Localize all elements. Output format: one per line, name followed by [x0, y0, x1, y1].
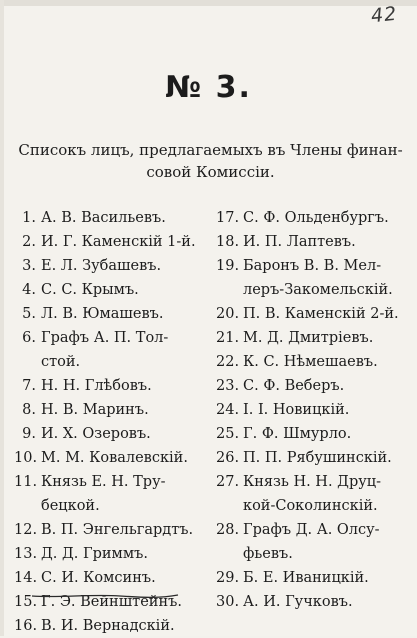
- list-item: [216, 254, 412, 278]
- list-item-number: 14.: [14, 570, 38, 586]
- document-heading: [16, 139, 405, 183]
- list-item-name: Д. Д. Гриммъ.: [41, 546, 148, 562]
- list-item-name: П. П. Рябушинскій.: [243, 450, 392, 466]
- list-item: [216, 422, 412, 446]
- list-item: [14, 398, 209, 422]
- member-list-right: [216, 206, 412, 614]
- scan-edge-top: [0, 0, 417, 6]
- list-item-number: 29.: [216, 570, 240, 586]
- list-item-name: В. И. Вернадскій.: [41, 618, 175, 634]
- list-item-number: 6.: [22, 330, 36, 346]
- list-item-name: И. Х. Озеровъ.: [41, 426, 151, 442]
- list-item-number: 9.: [22, 426, 36, 442]
- list-item: [14, 374, 209, 398]
- list-item-number: 5.: [22, 306, 36, 322]
- list-item: [216, 566, 412, 590]
- list-item-number: 30.: [216, 594, 240, 610]
- list-item-number: 3.: [22, 258, 36, 274]
- list-item-name: К. С. Нѣмешаевъ.: [243, 354, 378, 370]
- list-item-name: Баронъ В. В. Мел-: [243, 258, 382, 274]
- list-item-number: 16.: [14, 618, 38, 634]
- member-list-left: [14, 206, 209, 638]
- list-item-number: 7.: [22, 378, 36, 394]
- list-item-name: Князь Е. Н. Тру-: [41, 474, 166, 490]
- list-item-number: 4.: [22, 282, 36, 298]
- list-item-number: 15.: [14, 594, 38, 610]
- list-item: [216, 518, 412, 542]
- list-item-number: 17.: [216, 210, 240, 226]
- heading-line-1: Списокъ лицъ, предлагаемыхъ въ Члены финан-: [18, 141, 403, 159]
- list-item-name: Г. Э. Вейнштейнъ.: [41, 594, 182, 610]
- list-item: [216, 470, 412, 494]
- list-item-number: 23.: [216, 378, 240, 394]
- list-item-name: Графъ А. П. Тол-: [41, 330, 169, 346]
- list-item-number: 24.: [216, 402, 240, 418]
- list-item-name: И. Г. Каменскій 1-й.: [41, 234, 196, 250]
- list-item-name: Е. Л. Зубашевъ.: [41, 258, 162, 274]
- list-item-name: С. С. Крымъ.: [41, 282, 139, 298]
- list-item: [14, 254, 209, 278]
- list-item: [216, 446, 412, 470]
- list-item-name: І. І. Новицкій.: [243, 402, 350, 418]
- heading-line-2: совой Комиссіи.: [146, 163, 275, 181]
- list-item-name: Н. В. Маринъ.: [41, 402, 149, 418]
- list-item: [14, 206, 209, 230]
- list-item: [216, 302, 412, 326]
- list-item-number: 19.: [216, 258, 240, 274]
- list-item: [14, 518, 209, 542]
- list-item-number: 1.: [22, 210, 36, 226]
- list-item: [14, 278, 209, 302]
- list-item-name: А. И. Гучковъ.: [243, 594, 353, 610]
- document-number: № 3.: [165, 70, 252, 105]
- list-item: [14, 470, 209, 494]
- list-item-number: 2.: [22, 234, 36, 250]
- list-item: [216, 326, 412, 350]
- list-item: [216, 350, 412, 374]
- list-item-name: Л. В. Юмашевъ.: [41, 306, 164, 322]
- list-item-name: М. М. Ковалевскій.: [41, 450, 188, 466]
- list-item-number: 21.: [216, 330, 240, 346]
- list-item-name: М. Д. Дмитріевъ.: [243, 330, 374, 346]
- list-item-number: 28.: [216, 522, 240, 538]
- list-item: [14, 614, 209, 638]
- list-item: [14, 326, 209, 350]
- list-item-name: Н. Н. Глѣбовъ.: [41, 378, 152, 394]
- list-item-continuation: стой.: [41, 354, 81, 370]
- list-item-name: С. И. Комсинъ.: [41, 570, 156, 586]
- list-item-number: 11.: [14, 474, 38, 490]
- list-item: [216, 590, 412, 614]
- list-item: [216, 230, 412, 254]
- list-item-name: Б. Е. Иваницкій.: [243, 570, 369, 586]
- list-item-name: И. П. Лаптевъ.: [243, 234, 356, 250]
- list-item: [14, 446, 209, 470]
- list-item-name: Графъ Д. А. Олсу-: [243, 522, 380, 538]
- list-item-number: 25.: [216, 426, 240, 442]
- list-item-number: 26.: [216, 450, 240, 466]
- handwritten-page-number: 42: [369, 2, 399, 28]
- list-item-name: С. Ф. Веберъ.: [243, 378, 345, 394]
- list-item-name: В. П. Энгельгардтъ.: [41, 522, 194, 538]
- list-item-number: 20.: [216, 306, 240, 322]
- list-item-number: 13.: [14, 546, 38, 562]
- list-item: [216, 374, 412, 398]
- list-item: [216, 206, 412, 230]
- list-item-continuation: леръ-Закомельскій.: [243, 282, 393, 298]
- list-item-number: 27.: [216, 474, 240, 490]
- list-item-name: С. Ф. Ольденбургъ.: [243, 210, 389, 226]
- list-item: [216, 398, 412, 422]
- list-item-continuation: кой-Соколинскій.: [243, 498, 378, 514]
- list-item-number: 22.: [216, 354, 240, 370]
- list-item-name: П. В. Каменскій 2-й.: [243, 306, 399, 322]
- list-item: [14, 542, 209, 566]
- handwritten-underline: [30, 593, 180, 599]
- list-item-number: 18.: [216, 234, 240, 250]
- list-item-number: 8.: [22, 402, 36, 418]
- list-item-name: А. В. Васильевъ.: [41, 210, 166, 226]
- list-item: [14, 566, 209, 590]
- list-item-continuation: фьевъ.: [243, 546, 293, 562]
- list-item-name: Г. Ф. Шмурло.: [243, 426, 352, 442]
- list-item: [14, 230, 209, 254]
- list-item-continuation: бецкой.: [41, 498, 100, 514]
- list-item: [14, 422, 209, 446]
- list-item-name: Князь Н. Н. Друц-: [243, 474, 381, 490]
- list-item-number: 12.: [14, 522, 38, 538]
- list-item: [14, 302, 209, 326]
- list-item-number: 10.: [14, 450, 38, 466]
